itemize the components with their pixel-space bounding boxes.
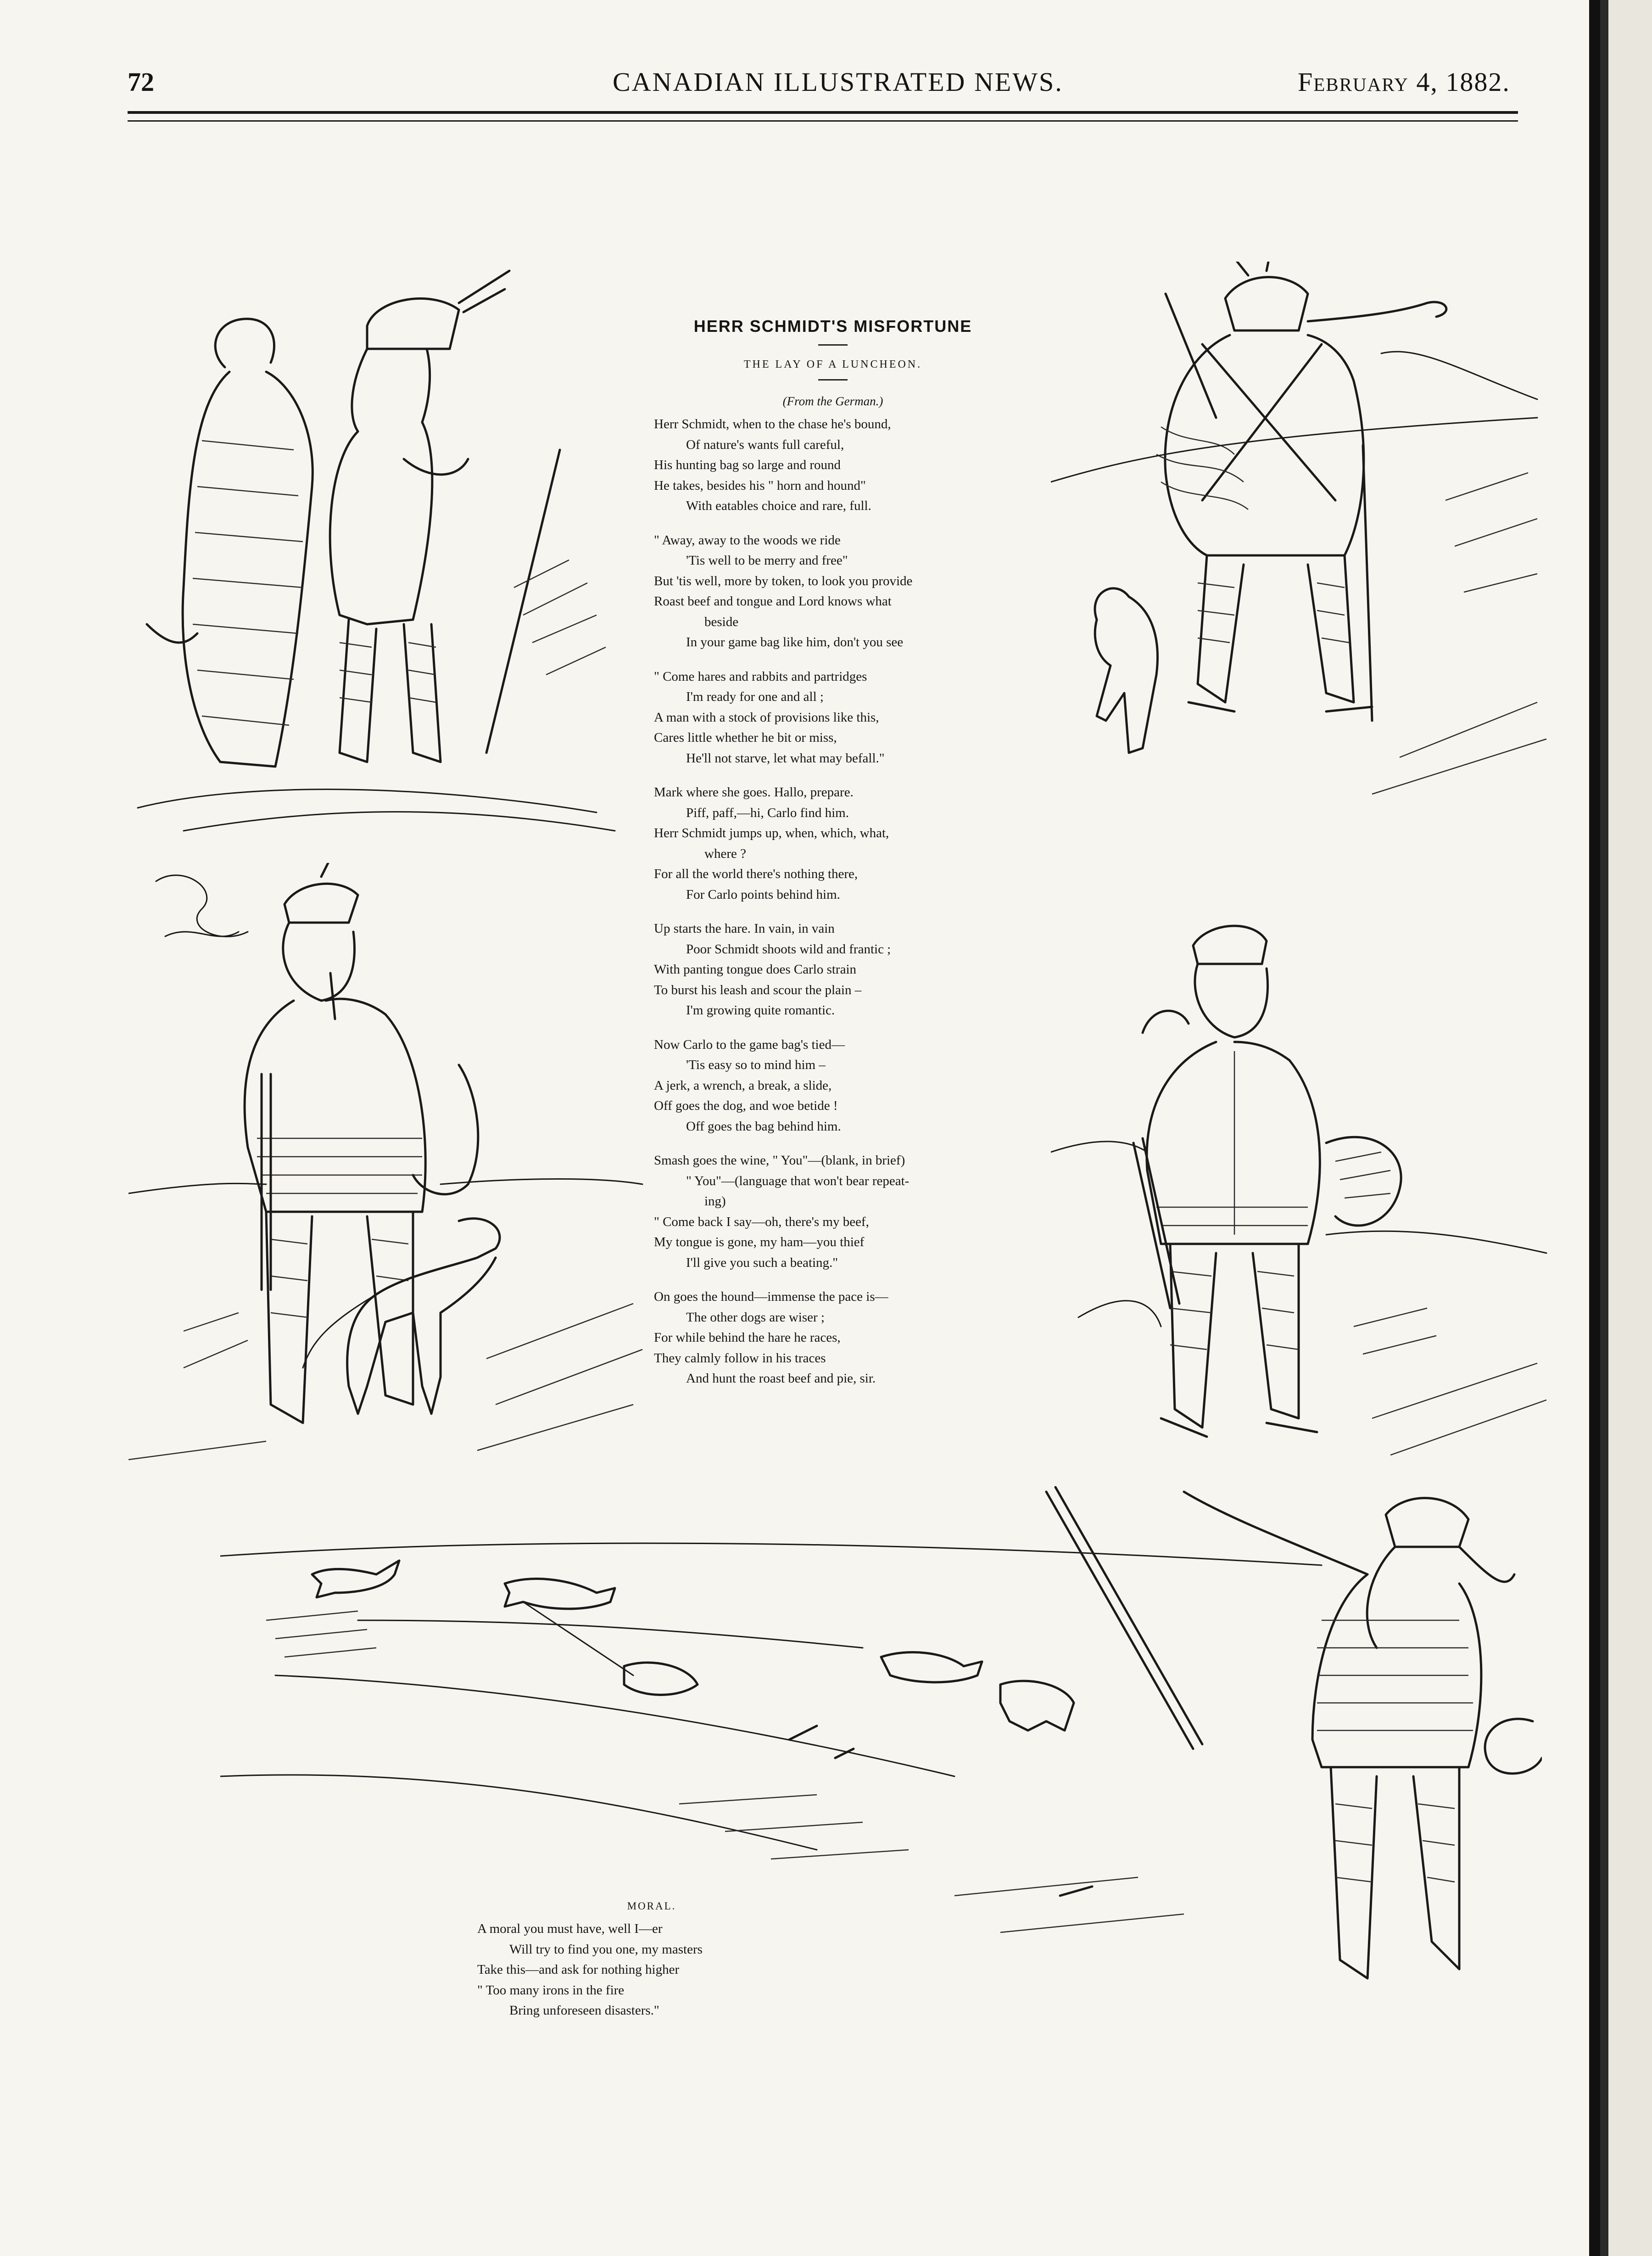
stanza-3 — [654, 666, 1012, 769]
stanza-4 — [654, 782, 1012, 905]
moral-line: Bring unforeseen disasters." — [509, 2003, 659, 2018]
poem-line: Off goes the bag behind him. — [686, 1119, 841, 1134]
poem-line: Cares little whether he bit or miss, — [654, 730, 837, 745]
moral-heading: MORAL. — [627, 1900, 676, 1912]
poem-line: For while behind the hare he races, — [654, 1330, 841, 1345]
poem-line: Now Carlo to the game bag's tied— — [654, 1037, 845, 1052]
poem-line: " Come hares and rabbits and partridges — [654, 669, 867, 684]
poem-line: But 'tis well, more by token, to look you provide — [654, 573, 913, 588]
publication-title: CANADIAN ILLUSTRATED NEWS. — [613, 67, 1063, 97]
poem-line: 'Tis well to be merry and free" — [686, 553, 848, 568]
poem-line: In your game bag like him, don't you see — [686, 635, 904, 649]
poem-line: where ? — [704, 846, 746, 861]
moral-line: " Too many irons in the fire — [477, 1982, 625, 1998]
poem-line: Poor Schmidt shoots wild and frantic ; — [686, 941, 891, 957]
couple-farewell-engraving — [110, 266, 633, 845]
poem-line: With panting tongue does Carlo strain — [654, 962, 857, 977]
poem-line: They calmly follow in his traces — [654, 1350, 826, 1366]
moral-line: Will try to find you one, my masters — [509, 1942, 703, 1957]
poem-line: On goes the hound—immense the pace is— — [654, 1289, 888, 1304]
hunter-with-dog-drawing — [128, 863, 652, 1469]
dog-runs-with-bag-drawing — [220, 1483, 1542, 2043]
stanza-8 — [654, 1287, 1012, 1389]
poem-line: " You"—(language that won't bear repeat- — [686, 1173, 910, 1188]
poem-source: (From the German.) — [782, 394, 883, 408]
poem-line: I'll give you such a beating." — [686, 1255, 838, 1270]
poem-line: The other dogs are wiser ; — [686, 1310, 825, 1325]
issue-date: February 4, 1882. — [1298, 67, 1510, 97]
poem-column — [654, 317, 1012, 1403]
page-number: 72 — [128, 67, 154, 97]
poem-line: Herr Schmidt jumps up, when, which, what, — [654, 826, 889, 840]
poem-line: Up starts the hare. In vain, in vain — [654, 921, 835, 936]
moral-line: Take this—and ask for nothing higher — [477, 1962, 680, 1977]
moral-section — [477, 1900, 826, 2021]
poem-line: Of nature's wants full careful, — [686, 437, 844, 452]
page-binding-edge — [1581, 0, 1652, 2256]
poem-line: beside — [704, 614, 739, 629]
subtitle-rule — [818, 379, 848, 381]
poem-subtitle: THE LAY OF A LUNCHEON. — [743, 358, 922, 370]
poem-line: " Away, away to the woods we ride — [654, 532, 841, 548]
poem-line: Herr Schmidt, when to the chase he's bound, — [654, 417, 891, 431]
stanza-1 — [654, 414, 1012, 516]
poem-line: He takes, besides his " horn and hound" — [654, 478, 866, 493]
poem-line: My tongue is gone, my ham—you thief — [654, 1235, 865, 1249]
poem-line: A jerk, a wrench, a break, a slide, — [654, 1078, 832, 1093]
poem-line: " Come back I say—oh, there's my beef, — [654, 1214, 869, 1229]
poem-line: To burst his leash and scour the plain – — [654, 982, 862, 997]
hunter-looking-back-engraving — [1051, 913, 1556, 1469]
hunter-looking-back-drawing — [1051, 913, 1556, 1469]
poem-line: A man with a stock of provisions like this, — [654, 710, 879, 725]
poem-line: For Carlo points behind him. — [686, 887, 840, 902]
stanza-2 — [654, 530, 1012, 653]
poem-title: HERR SCHMIDT'S MISFORTUNE — [693, 317, 972, 336]
hunter-walking-away-engraving — [1051, 262, 1556, 840]
poem-line: Mark where she goes. Hallo, prepare. — [654, 785, 854, 800]
poem-line: ing) — [704, 1194, 726, 1209]
stanza-5 — [654, 918, 1012, 1021]
header-rule — [128, 111, 1518, 114]
poem-line: I'm growing quite romantic. — [686, 1003, 835, 1018]
poem-line: And hunt the roast beef and pie, sir. — [686, 1371, 876, 1386]
dog-runs-with-bag-engraving — [220, 1483, 1542, 2043]
stanza-7 — [654, 1150, 1012, 1273]
title-rule — [818, 344, 848, 346]
poem-line: I'm ready for one and all ; — [686, 689, 824, 704]
poem-line: Smash goes the wine, " You"—(blank, in brief) — [654, 1153, 905, 1168]
poem-line: For all the world there's nothing there, — [654, 867, 858, 881]
moral-line: A moral you must have, well I—er — [477, 1921, 663, 1936]
poem-line: With eatables choice and rare, full. — [686, 498, 871, 513]
poem-line: Off goes the dog, and woe betide ! — [654, 1098, 838, 1113]
poem-line: Piff, paff,—hi, Carlo find him. — [686, 805, 849, 820]
couple-farewell-drawing — [110, 266, 633, 845]
header-rule-thin — [128, 120, 1518, 122]
hunter-walking-away-drawing — [1051, 262, 1556, 840]
poem-line: 'Tis easy so to mind him – — [686, 1058, 826, 1072]
poem-line: His hunting bag so large and round — [654, 458, 841, 472]
stanza-6 — [654, 1035, 1012, 1137]
poem-line: He'll not starve, let what may befall." — [686, 750, 885, 766]
poem-line: Roast beef and tongue and Lord knows what — [654, 594, 892, 609]
hunter-with-dog-engraving — [128, 863, 652, 1469]
